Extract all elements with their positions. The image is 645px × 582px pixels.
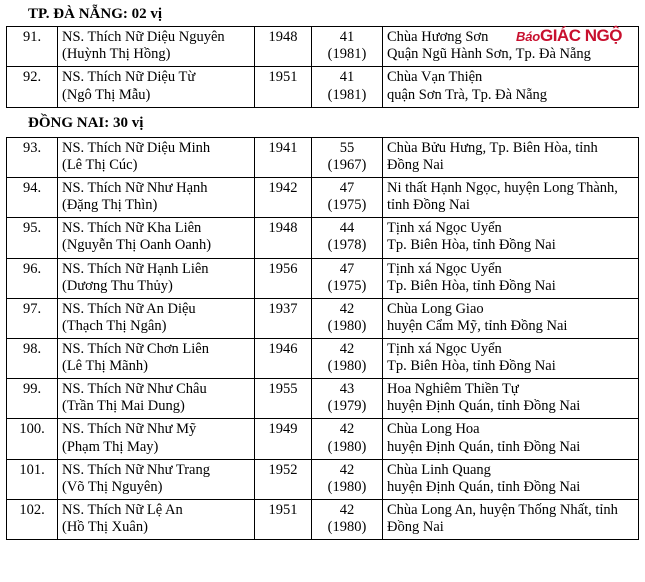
row-age xyxy=(312,499,383,539)
row-name-line1: NS. Thích Nữ Hạnh Liên xyxy=(62,260,209,277)
row-name-line2: (Thạch Thị Ngân) xyxy=(62,317,167,334)
row-temple-line1: Ni thất Hạnh Ngọc, huyện Long Thành, xyxy=(387,180,618,197)
row-age-year: (1980) xyxy=(327,438,367,455)
row-temple xyxy=(383,298,639,338)
row-name-line2: (Hồ Thị Xuân) xyxy=(62,519,148,536)
row-name-line1: NS. Thích Nữ Như Trang xyxy=(62,461,210,478)
table-row xyxy=(7,459,639,499)
row-temple xyxy=(383,379,639,419)
row-number: 93. xyxy=(7,137,58,177)
row-birth-year: 1946 xyxy=(255,339,312,379)
row-age-value: 41 xyxy=(339,69,355,86)
section-heading-da-nang: TP. ĐÀ NẴNG: 02 vị xyxy=(28,6,163,22)
row-age xyxy=(312,379,383,419)
row-name xyxy=(58,218,255,258)
row-name-line2: (Võ Thị Nguyên) xyxy=(62,478,163,495)
row-age-year: (1981) xyxy=(327,86,367,103)
row-age-year: (1980) xyxy=(327,478,367,495)
row-name-line2: (Phạm Thị May) xyxy=(62,438,159,455)
row-age xyxy=(312,218,383,258)
row-name-line1: NS. Thích Nữ Lệ An xyxy=(62,501,183,518)
row-birth-year: 1951 xyxy=(255,499,312,539)
row-number: 91. xyxy=(7,27,58,67)
table-row xyxy=(7,339,639,379)
row-age-year: (1967) xyxy=(327,157,367,174)
table-dong-nai xyxy=(6,137,639,540)
row-name-line2: (Nguyễn Thị Oanh Oanh) xyxy=(62,237,212,254)
row-name-line1: NS. Thích Nữ Như Mỹ xyxy=(62,421,197,438)
row-age-value: 55 xyxy=(339,139,355,156)
row-age xyxy=(312,67,383,107)
row-name-line2: (Trần Thị Mai Dung) xyxy=(62,398,185,415)
row-name xyxy=(58,137,255,177)
section-heading-dong-nai: ĐỒNG NAI: 30 vị xyxy=(28,114,144,131)
row-name xyxy=(58,258,255,298)
row-temple-line2: huyện Cẩm Mỹ, tỉnh Đồng Nai xyxy=(387,317,568,334)
row-name-line2: (Dương Thu Thủy) xyxy=(62,277,173,294)
row-temple-line2: Đồng Nai xyxy=(387,519,444,536)
row-temple xyxy=(383,258,639,298)
row-name-line2: (Huỳnh Thị Hồng) xyxy=(62,46,171,63)
row-number: 98. xyxy=(7,339,58,379)
row-temple-line1: Chùa Long An, huyện Thống Nhất, tỉnh xyxy=(387,501,618,518)
row-number: 102. xyxy=(7,499,58,539)
row-temple-line2: tỉnh Đồng Nai xyxy=(387,197,470,214)
row-birth-year: 1956 xyxy=(255,258,312,298)
row-age-value: 47 xyxy=(339,260,355,277)
row-age-year: (1980) xyxy=(327,317,367,334)
table-row xyxy=(7,298,639,338)
row-age-value: 42 xyxy=(339,461,355,478)
row-age xyxy=(312,419,383,459)
row-birth-year: 1948 xyxy=(255,27,312,67)
table-row xyxy=(7,218,639,258)
table-row xyxy=(7,258,639,298)
row-name-line1: NS. Thích Nữ Diệu Nguyên xyxy=(62,29,225,46)
row-temple-line2: huyện Định Quán, tỉnh Đồng Nai xyxy=(387,478,581,495)
row-name xyxy=(58,419,255,459)
watermark-giacngo-text: GIÁC NGỘ xyxy=(539,26,622,45)
row-name-line1: NS. Thích Nữ Chơn Liên xyxy=(62,341,209,358)
row-age-value: 42 xyxy=(339,421,355,438)
row-temple xyxy=(383,499,639,539)
row-age-value: 42 xyxy=(339,300,355,317)
row-age-year: (1979) xyxy=(327,398,367,415)
row-temple-line1: Chùa Bửu Hưng, Tp. Biên Hòa, tỉnh xyxy=(387,139,598,156)
row-birth-year: 1942 xyxy=(255,178,312,218)
row-birth-year: 1948 xyxy=(255,218,312,258)
row-temple-line1: Chùa Linh Quang xyxy=(387,461,491,478)
row-birth-year: 1955 xyxy=(255,379,312,419)
row-temple xyxy=(383,419,639,459)
row-birth-year: 1937 xyxy=(255,298,312,338)
row-name xyxy=(58,27,255,67)
row-temple xyxy=(383,178,639,218)
row-number: 99. xyxy=(7,379,58,419)
watermark-giac-ngo xyxy=(516,27,622,45)
row-age-value: 43 xyxy=(339,381,355,398)
row-age-year: (1980) xyxy=(327,519,367,536)
row-age xyxy=(312,339,383,379)
row-name-line1: NS. Thích Nữ Như Châu xyxy=(62,381,207,398)
row-temple-line1: Chùa Long Hoa xyxy=(387,421,480,438)
row-age-value: 44 xyxy=(339,220,355,237)
row-name xyxy=(58,499,255,539)
row-name xyxy=(58,178,255,218)
row-age xyxy=(312,258,383,298)
row-birth-year: 1949 xyxy=(255,419,312,459)
row-number: 100. xyxy=(7,419,58,459)
table-row xyxy=(7,67,639,107)
row-temple-line2: Tp. Biên Hòa, tỉnh Đồng Nai xyxy=(387,277,556,294)
row-temple-line2: Tp. Biên Hòa, tỉnh Đồng Nai xyxy=(387,237,556,254)
row-age xyxy=(312,137,383,177)
row-temple xyxy=(383,459,639,499)
row-number: 95. xyxy=(7,218,58,258)
row-birth-year: 1952 xyxy=(255,459,312,499)
row-temple-line2: huyện Định Quán, tỉnh Đồng Nai xyxy=(387,398,581,415)
row-birth-year: 1941 xyxy=(255,137,312,177)
row-temple-line1: Hoa Nghiêm Thiền Tự xyxy=(387,381,519,398)
row-name xyxy=(58,379,255,419)
row-age-year: (1978) xyxy=(327,237,367,254)
row-name-line1: NS. Thích Nữ An Diệu xyxy=(62,300,196,317)
row-name-line1: NS. Thích Nữ Như Hạnh xyxy=(62,180,208,197)
row-temple-line1: Tịnh xá Ngọc Uyển xyxy=(387,220,502,237)
row-birth-year: 1951 xyxy=(255,67,312,107)
row-number: 94. xyxy=(7,178,58,218)
row-temple xyxy=(383,218,639,258)
row-name-line2: (Lê Thị Cúc) xyxy=(62,157,138,174)
row-temple-line1: Tịnh xá Ngọc Uyển xyxy=(387,341,502,358)
row-temple xyxy=(383,67,639,107)
row-age-value: 41 xyxy=(339,29,355,46)
row-temple-line2: Tp. Biên Hòa, tỉnh Đồng Nai xyxy=(387,358,556,375)
table-row xyxy=(7,419,639,459)
row-age-year: (1975) xyxy=(327,197,367,214)
row-age-value: 42 xyxy=(339,501,355,518)
row-age xyxy=(312,459,383,499)
row-name-line1: NS. Thích Nữ Diệu Từ xyxy=(62,69,196,86)
row-name-line2: (Đặng Thị Thìn) xyxy=(62,197,158,214)
row-number: 97. xyxy=(7,298,58,338)
row-temple-line1: Chùa Hương Sơn xyxy=(387,29,489,46)
row-age-value: 47 xyxy=(339,180,355,197)
row-name-line1: NS. Thích Nữ Diệu Minh xyxy=(62,139,211,156)
row-name xyxy=(58,67,255,107)
row-temple xyxy=(383,137,639,177)
row-temple-line2: huyện Định Quán, tỉnh Đồng Nai xyxy=(387,438,581,455)
row-name xyxy=(58,339,255,379)
table-row xyxy=(7,499,639,539)
row-number: 96. xyxy=(7,258,58,298)
row-age xyxy=(312,298,383,338)
row-temple-line2: Đồng Nai xyxy=(387,157,444,174)
row-temple xyxy=(383,339,639,379)
row-temple-line2: Quận Ngũ Hành Sơn, Tp. Đà Nẵng xyxy=(387,46,591,63)
table-row xyxy=(7,178,639,218)
row-age-year: (1980) xyxy=(327,358,367,375)
row-name xyxy=(58,459,255,499)
row-temple-line1: Chùa Long Giao xyxy=(387,300,484,317)
row-age-year: (1975) xyxy=(327,277,367,294)
row-name-line1: NS. Thích Nữ Kha Liên xyxy=(62,220,202,237)
row-age xyxy=(312,178,383,218)
table-row xyxy=(7,137,639,177)
row-age-year: (1981) xyxy=(327,46,367,63)
row-age xyxy=(312,27,383,67)
table-row xyxy=(7,379,639,419)
row-name xyxy=(58,298,255,338)
watermark-bao-text: Báo xyxy=(516,29,540,44)
row-temple-line1: Chùa Vạn Thiện xyxy=(387,69,483,86)
row-name-line2: (Lê Thị Mãnh) xyxy=(62,358,148,375)
row-number: 92. xyxy=(7,67,58,107)
row-temple-line2: quận Sơn Trà, Tp. Đà Nẵng xyxy=(387,86,548,103)
row-name-line2: (Ngô Thị Mẫu) xyxy=(62,86,151,103)
row-number: 101. xyxy=(7,459,58,499)
row-temple-line1: Tịnh xá Ngọc Uyển xyxy=(387,260,502,277)
row-age-value: 42 xyxy=(339,341,355,358)
